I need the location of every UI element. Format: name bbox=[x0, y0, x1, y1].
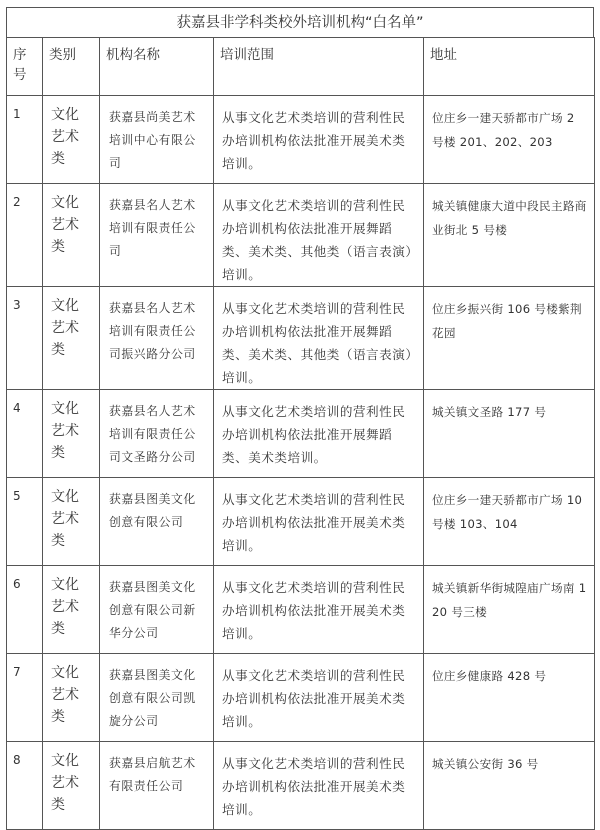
row-address: 城关镇新华街城隍庙广场南 120 号三楼 bbox=[424, 566, 595, 654]
header-no: 序号 bbox=[7, 38, 43, 96]
row-address: 位庄乡健康路 428 号 bbox=[424, 654, 595, 742]
row-no: 3 bbox=[7, 287, 43, 390]
row-name: 获嘉县启航艺术有限责任公司 bbox=[100, 742, 214, 830]
row-scope: 从事文化艺术类培训的营利性民办培训机构依法批准开展舞蹈类、美术类、其他类（语言表演）培训。 bbox=[214, 287, 424, 390]
row-category: 文化艺术类 bbox=[43, 184, 100, 287]
row-category: 文化艺术类 bbox=[43, 478, 100, 566]
row-address: 位庄乡一建天骄都市广场 2 号楼 201、202、203 bbox=[424, 96, 595, 184]
document bbox=[6, 7, 594, 830]
row-scope: 从事文化艺术类培训的营利性民办培训机构依法批准开展美术类培训。 bbox=[214, 742, 424, 830]
table-header-row bbox=[7, 38, 595, 96]
row-category: 文化艺术类 bbox=[43, 96, 100, 184]
row-scope: 从事文化艺术类培训的营利性民办培训机构依法批准开展舞蹈类、美术类、其他类（语言表演）培训。 bbox=[214, 184, 424, 287]
table-row bbox=[7, 478, 595, 566]
table-row bbox=[7, 287, 595, 390]
document-title: 获嘉县非学科类校外培训机构“白名单” bbox=[6, 7, 594, 37]
row-no: 5 bbox=[7, 478, 43, 566]
table-row bbox=[7, 184, 595, 287]
row-scope: 从事文化艺术类培训的营利性民办培训机构依法批准开展美术类培训。 bbox=[214, 478, 424, 566]
row-category: 文化艺术类 bbox=[43, 742, 100, 830]
row-name: 获嘉县图美文化创意有限公司新华分公司 bbox=[100, 566, 214, 654]
header-address: 地址 bbox=[424, 38, 595, 96]
row-category: 文化艺术类 bbox=[43, 566, 100, 654]
row-category: 文化艺术类 bbox=[43, 654, 100, 742]
table-row bbox=[7, 96, 595, 184]
row-address: 城关镇公安街 36 号 bbox=[424, 742, 595, 830]
row-address: 位庄乡一建天骄都市广场 10 号楼 103、104 bbox=[424, 478, 595, 566]
row-category: 文化艺术类 bbox=[43, 287, 100, 390]
row-no: 7 bbox=[7, 654, 43, 742]
table-row bbox=[7, 566, 595, 654]
row-no: 6 bbox=[7, 566, 43, 654]
row-scope: 从事文化艺术类培训的营利性民办培训机构依法批准开展美术类培训。 bbox=[214, 654, 424, 742]
header-scope: 培训范围 bbox=[214, 38, 424, 96]
row-name: 获嘉县尚美艺术培训中心有限公司 bbox=[100, 96, 214, 184]
header-category: 类别 bbox=[43, 38, 100, 96]
row-name: 获嘉县名人艺术培训有限责任公司文圣路分公司 bbox=[100, 390, 214, 478]
row-address: 位庄乡振兴街 106 号楼紫荆花园 bbox=[424, 287, 595, 390]
row-name: 获嘉县图美文化创意有限公司凯旋分公司 bbox=[100, 654, 214, 742]
row-address: 城关镇健康大道中段民主路商业街北 5 号楼 bbox=[424, 184, 595, 287]
row-name: 获嘉县名人艺术培训有限责任公司 bbox=[100, 184, 214, 287]
whitelist-table bbox=[6, 37, 595, 830]
table-row bbox=[7, 390, 595, 478]
row-name: 获嘉县名人艺术培训有限责任公司振兴路分公司 bbox=[100, 287, 214, 390]
row-address: 城关镇文圣路 177 号 bbox=[424, 390, 595, 478]
row-no: 1 bbox=[7, 96, 43, 184]
header-name: 机构名称 bbox=[100, 38, 214, 96]
row-no: 8 bbox=[7, 742, 43, 830]
row-no: 2 bbox=[7, 184, 43, 287]
table-row bbox=[7, 654, 595, 742]
row-scope: 从事文化艺术类培训的营利性民办培训机构依法批准开展美术类培训。 bbox=[214, 566, 424, 654]
row-name: 获嘉县图美文化创意有限公司 bbox=[100, 478, 214, 566]
row-category: 文化艺术类 bbox=[43, 390, 100, 478]
table-row bbox=[7, 742, 595, 830]
row-no: 4 bbox=[7, 390, 43, 478]
row-scope: 从事文化艺术类培训的营利性民办培训机构依法批准开展美术类培训。 bbox=[214, 96, 424, 184]
row-scope: 从事文化艺术类培训的营利性民办培训机构依法批准开展舞蹈类、美术类培训。 bbox=[214, 390, 424, 478]
